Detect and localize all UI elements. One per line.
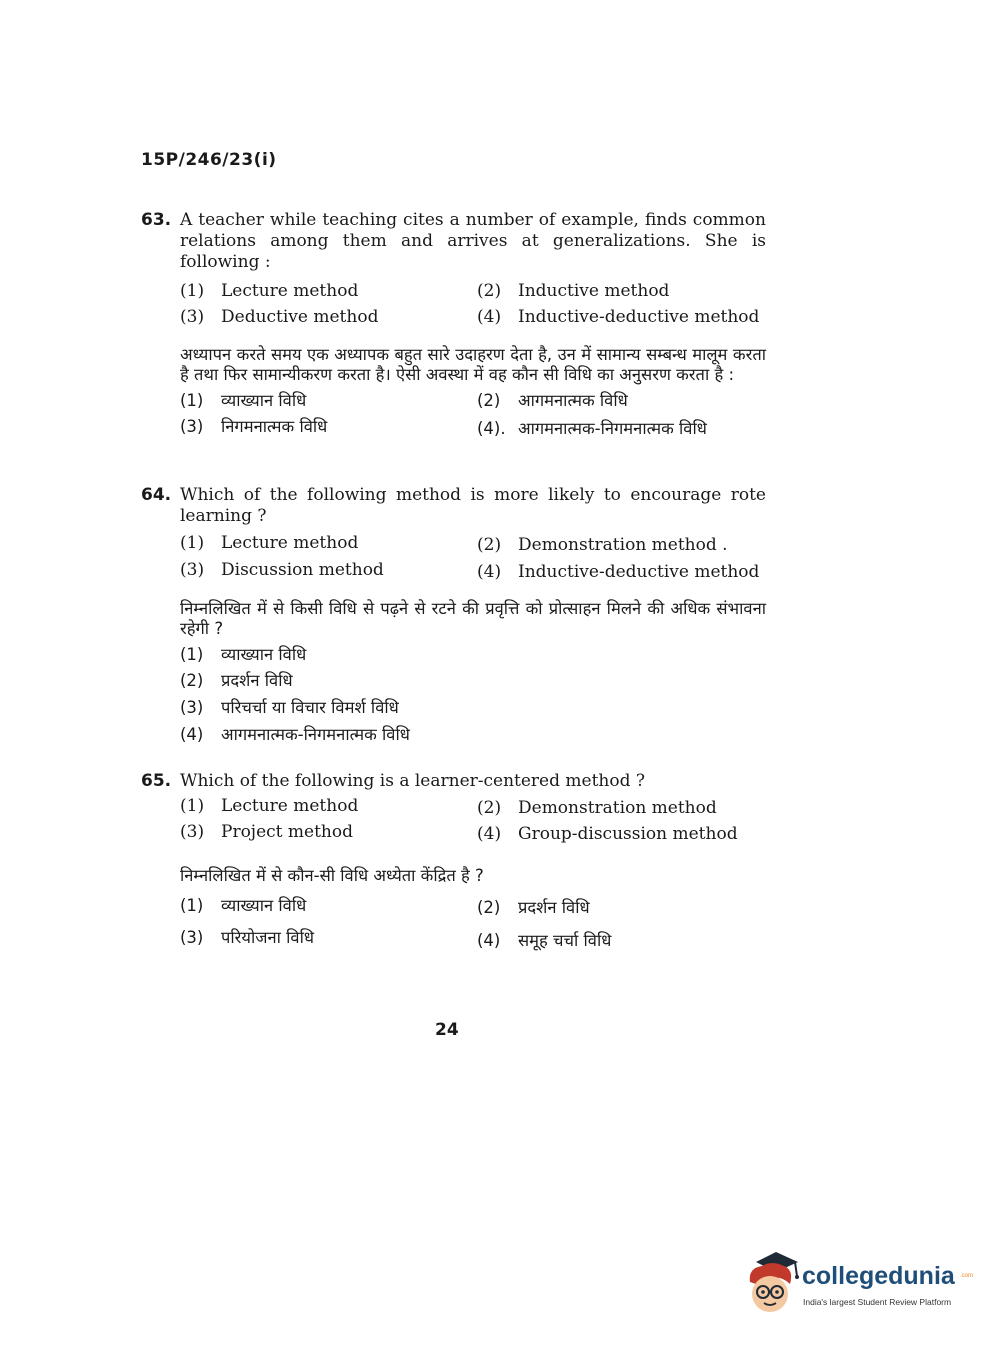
option-number: (4) (477, 562, 502, 582)
question-text-en: Which of the following is a learner-centered method ? (180, 771, 646, 791)
option-text: परिचर्चा या विचार विमर्श विधि (221, 698, 399, 717)
option-text: Project method (221, 822, 353, 842)
option-number: (1) (180, 896, 204, 915)
option-4-hi (180, 725, 410, 745)
option-1-hi (180, 645, 306, 665)
option-1-hi (180, 391, 306, 411)
question-number: 63. (141, 210, 172, 230)
option-3 (180, 560, 384, 580)
option-number: (3) (180, 698, 204, 717)
option-number: (1) (180, 281, 205, 301)
option-2 (477, 281, 669, 301)
option-2 (477, 535, 728, 555)
option-number: (1) (180, 796, 205, 816)
question-64 (141, 485, 766, 749)
option-4 (477, 307, 759, 327)
option-number: (3) (180, 307, 205, 327)
option-number: (4) (477, 824, 502, 844)
option-text: Group-discussion method (518, 824, 738, 844)
option-3 (180, 307, 378, 327)
option-text: प्रदर्शन विधि (518, 898, 590, 917)
option-text: व्याख्यान विधि (221, 896, 307, 915)
option-number: (2) (180, 671, 204, 690)
option-text: व्याख्यान विधि (221, 391, 307, 410)
option-text: परियोजना विधि (221, 928, 315, 947)
question-text-hi: निम्नलिखित में से कौन-सी विधि अध्येता केंद्रित है ? (180, 866, 484, 885)
question-text-hi: निम्नलिखित में से किसी विधि से पढ़ने से रटने की प्रवृत्ति को प्रोत्साहन मिलने की अधिक संभावना रहेगी ? (180, 599, 766, 638)
option-text: Demonstration method (518, 798, 717, 818)
option-text: आगमनात्मक-निगमनात्मक विधि (221, 725, 410, 744)
option-number: (4). (477, 419, 506, 438)
option-number: (4) (477, 307, 502, 327)
question-text-hi: अध्यापन करते समय एक अध्यापक बहुत सारे उदाहरण देता है, उन में सामान्य सम्बन्ध मालूम करता है तथा फिर सामान्यीकरण करता है। ऐसी अवस्था में वह कौन सी विधि का अनुसरण करता है : (180, 345, 766, 384)
option-text: Inductive-deductive method (518, 562, 760, 582)
option-number: (2) (477, 798, 502, 818)
option-3-hi (180, 698, 399, 718)
page-number: 24 (435, 1020, 459, 1040)
options-hi (180, 385, 766, 441)
option-text: Inductive-deductive method (518, 307, 760, 327)
option-1-hi (180, 896, 306, 916)
option-text: आगमनात्मक विधि (518, 391, 628, 410)
mascot-icon (742, 1250, 802, 1320)
option-number: (1) (180, 391, 204, 410)
option-number: (2) (477, 898, 501, 917)
option-3 (180, 822, 353, 842)
options-hi (180, 886, 766, 952)
option-text: Lecture method (221, 533, 359, 553)
option-4 (477, 824, 738, 844)
option-text: समूह चर्चा विधि (518, 931, 612, 950)
option-text: Lecture method (221, 281, 359, 301)
option-text: Deductive method (221, 307, 379, 327)
brand-name: collegedunia (802, 1262, 955, 1290)
option-2-hi (477, 898, 590, 918)
option-number: (3) (180, 822, 205, 842)
option-number: (1) (180, 645, 204, 664)
options-en (180, 527, 766, 585)
option-1 (180, 533, 358, 553)
option-number: (2) (477, 535, 502, 555)
option-1 (180, 281, 358, 301)
options-en (180, 792, 766, 850)
options-en (180, 273, 766, 329)
question-65 (141, 771, 766, 952)
question-number: 64. (141, 485, 172, 505)
option-4-hi (477, 419, 707, 439)
option-number: (1) (180, 533, 205, 553)
option-text: प्रदर्शन विधि (221, 671, 293, 690)
option-4 (477, 562, 759, 582)
brand-domain: .com (960, 1273, 974, 1279)
option-number: (2) (477, 391, 501, 410)
option-number: (3) (180, 928, 204, 947)
option-text: निगमनात्मक विधि (221, 417, 328, 436)
option-text: Demonstration method . (518, 535, 728, 555)
option-2-hi (477, 391, 628, 411)
question-text-en: Which of the following method is more likely to encourage rote learning ? (180, 485, 766, 526)
option-number: (3) (180, 417, 204, 436)
option-text: Lecture method (221, 796, 359, 816)
brand-tagline: India's largest Student Review Platform (803, 1297, 952, 1307)
option-3-hi (180, 417, 327, 437)
option-4-hi (477, 931, 611, 951)
option-number: (2) (477, 281, 502, 301)
option-2-hi (180, 671, 293, 691)
paper-code: 15P/246/23(i) (141, 150, 277, 170)
question-number: 65. (141, 771, 172, 791)
options-hi (180, 639, 766, 749)
option-1 (180, 796, 358, 816)
option-number: (4) (180, 725, 204, 744)
option-2 (477, 798, 717, 818)
option-3-hi (180, 928, 314, 948)
option-text: आगमनात्मक-निगमनात्मक विधि (518, 419, 707, 438)
question-63 (141, 210, 766, 441)
option-text: Inductive method (518, 281, 670, 301)
option-text: व्याख्यान विधि (221, 645, 307, 664)
option-number: (3) (180, 560, 205, 580)
collegedunia-logo (742, 1250, 972, 1320)
option-text: Discussion method (221, 560, 384, 580)
option-number: (4) (477, 931, 501, 950)
question-text-en: A teacher while teaching cites a number of example, finds common relations among them and arrives at generalizations. She is following : (180, 210, 766, 272)
